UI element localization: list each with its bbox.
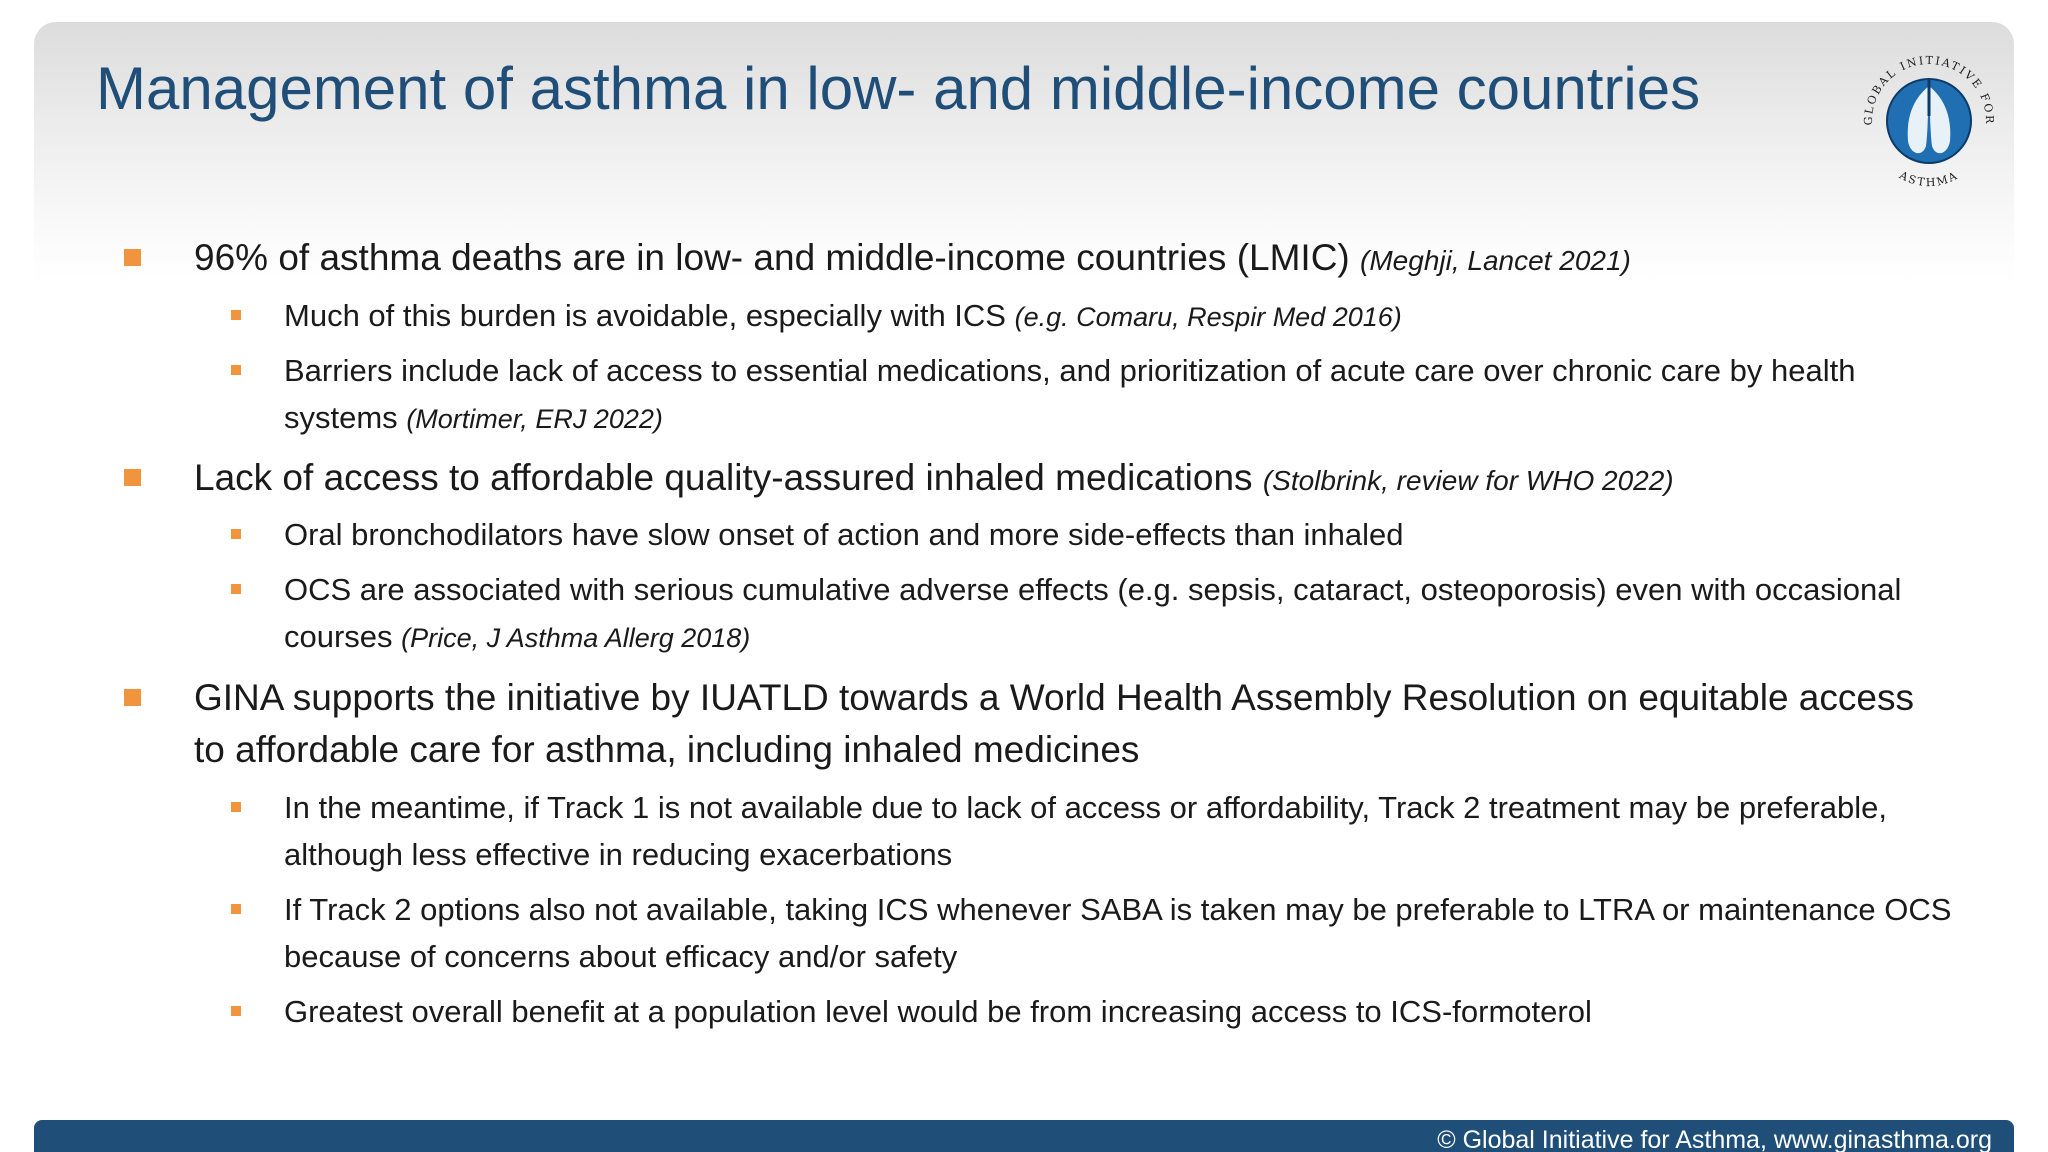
footer-bar — [34, 1120, 2014, 1152]
sub-bullet-3-2 — [284, 886, 1964, 982]
sub-bullet-2-1 — [284, 511, 1964, 560]
sub-bullet-square-icon — [231, 584, 241, 594]
logo-text-bottom: ASTHMA — [1897, 168, 1961, 190]
sub-bullet-citation: (Mortimer, ERJ 2022) — [406, 404, 663, 434]
sub-bullet-2-2 — [284, 566, 1964, 662]
sub-bullet-1-1 — [284, 292, 1964, 341]
slide — [34, 22, 2014, 1152]
sub-bullet-square-icon — [231, 365, 241, 375]
bullet-square-icon — [124, 249, 141, 266]
bullet-citation: (Meghji, Lancet 2021) — [1360, 245, 1631, 276]
slide-title: Management of asthma in low- and middle-income countries — [96, 55, 1701, 122]
bullet-text: Lack of access to affordable quality-assured inhaled medications — [194, 457, 1253, 498]
bullet-text: 96% of asthma deaths are in low- and middle-income countries (LMIC) — [194, 237, 1350, 278]
sub-bullet-text: Barriers include lack of access to essential medications, and prioritization of acute care over chronic care by health systems — [284, 353, 1856, 435]
bullet-1 — [194, 232, 1914, 287]
sub-bullet-square-icon — [231, 1006, 241, 1016]
svg-text:ASTHMA — [1896, 168, 1960, 189]
sub-bullet-text: Oral bronchodilators have slow onset of action and more side-effects than inhaled — [284, 517, 1404, 552]
sub-bullet-3-3 — [284, 988, 1964, 1037]
sub-bullet-square-icon — [231, 529, 241, 539]
bullet-3 — [194, 672, 1914, 779]
sub-bullet-square-icon — [231, 802, 241, 812]
sub-bullet-text: If Track 2 options also not available, taking ICS whenever SABA is taken may be preferable to LTRA or maintenance OCS because of concerns about efficacy and/or safety — [284, 892, 1952, 974]
bullet-text: GINA supports the initiative by IUATLD towards a World Health Assembly Resolution on equitable access to affordable care for asthma, including inhaled medicines — [194, 677, 1914, 770]
sub-bullet-square-icon — [231, 904, 241, 914]
sub-bullet-text: OCS are associated with serious cumulative adverse effects (e.g. sepsis, cataract, osteoporosis) even with occasional courses — [284, 572, 1902, 654]
sub-bullet-1-2 — [284, 347, 1964, 443]
sub-bullet-citation: (Price, J Asthma Allerg 2018) — [401, 623, 751, 653]
sub-bullet-text: In the meantime, if Track 1 is not available due to lack of access or affordability, Track 2 treatment may be preferable, although less effective in reducing exacerbations — [284, 790, 1888, 872]
sub-bullet-citation: (e.g. Comaru, Respir Med 2016) — [1014, 302, 1402, 332]
sub-bullet-text: Much of this burden is avoidable, especially with ICS — [284, 298, 1006, 333]
bullet-2 — [194, 452, 1914, 507]
sub-bullet-3-1 — [284, 784, 1964, 880]
sub-bullet-square-icon — [231, 310, 241, 320]
sub-bullet-text: Greatest overall benefit at a population level would be from increasing access to ICS-formoterol — [284, 994, 1592, 1029]
bullet-square-icon — [124, 689, 141, 706]
footer-copyright: © Global Initiative for Asthma, www.ginasthma.org — [1437, 1126, 1992, 1152]
logo-text-top: GLOBAL INITIATIVE FOR — [1861, 53, 1997, 126]
bullet-citation: (Stolbrink, review for WHO 2022) — [1262, 465, 1674, 496]
bullet-square-icon — [124, 469, 141, 486]
gina-logo — [1854, 46, 2004, 196]
